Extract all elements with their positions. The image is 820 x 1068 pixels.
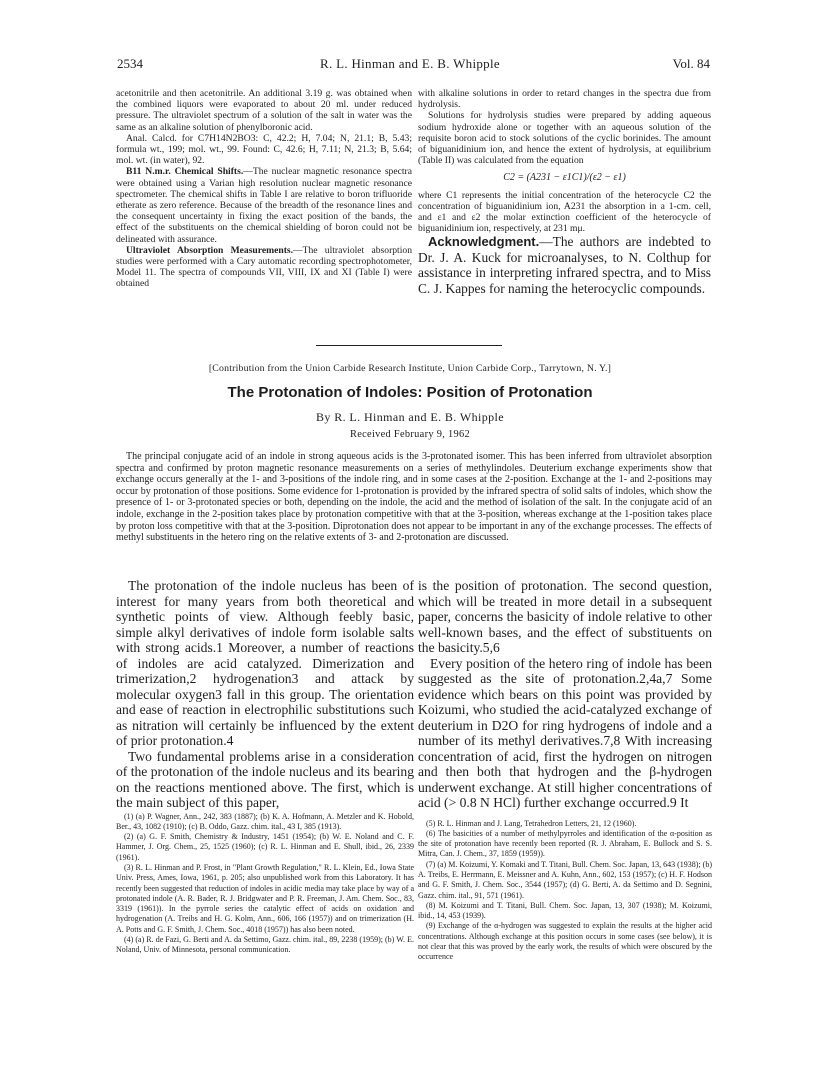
footnote: (6) The basicities of a number of methylpyrroles and identification of the α-position as the site of protonation have recently been reported (R. J. Abraham, E. Bullock and S. S. Mitra, Can. J. Chem., 37, 1859 (1959)). [418,828,712,859]
volume-number: Vol. 84 [672,56,710,71]
paragraph: Ultraviolet Absorption Measurements.—The ultraviolet absorption studies were performed with a Cary automatic recording spectrophotometer, Model 11. The spectra of compounds VII, VIII, IX and XI (Table I) were obtained [116,244,412,290]
running-header [0,56,820,72]
footnote: (3) R. L. Hinman and P. Frost, in "Plant Growth Regulation," R. L. Klein, Ed., Iowa State Univ. Press, Ames, Iowa, 1961, p. 205; also unpublished work from this Laboratory. It has recently been suggested that reduction of indoles in acidic media may take place by way of a protonated indole (A. R. Bader, R. J. Bridgwater and P. R. Freeman, J. Am. Chem. Soc., 83, 3319 (1961)). In the pyrrole series the catalytic effect of acids on oxidation and hydrogenation (A. Treibs and H. G. Kolm, Ann., 606, 166 (1957)) and on trimerization (H. A. Potts and G. F. Smith, J. Chem. Soc., 4018 (1957)) has also been noted. [116,862,414,934]
footnotes-left [116,812,414,956]
abstract: The principal conjugate acid of an indole in strong aqueous acids is the 3-protonated isomer. This has been inferred from ultraviolet absorption spectra and confirmed by proton magnetic resonance measurements on a series of methylindoles. Deuterium exchange experiments show that exchange occurs generally at the 1- and 3-positions of the indole ring, and in some cases at the 2-position. Exchange at the 1- and 2-positions may occur by protonation of those positions. Some evidence for 1-protonation is provided by the infrared spectra of solid salts of indoles, which show the presence of 1- or 3-protonated species or both, depending on the indole, the acid and the method of isolation of the salt. In the conjugate acid of an indole, exchange in the 2-position takes place by protonation competitive with that at the 3-position, whereas exchange at the 1-position takes place by proton loss competitive with that at the 3-position. Diprotonation does not appear to be important in any of the exchange processes. The effects of methyl substituents in the hetero ring on the relative extents of 3- and 2-protonation are discussed. [116,451,712,544]
article-title: The Protonation of Indoles: Position of Protonation [227,384,593,401]
previous-article-experimental-right [418,88,711,296]
previous-article-experimental-left [116,88,412,290]
byline: By R. L. Hinman and E. B. Whipple [316,410,504,424]
paragraph: where C1 represents the initial concentration of the heterocycle C2 the concentration of biguanidinium ion, A231 the absorption in a 1-cm. cell, and ε1 and ε2 the molar extinction coefficient of the heterocycle of biguanidinium ion, respectively, at 231 mμ. [418,189,711,235]
page-number: 2534 [117,56,143,71]
paragraph: B11 N.m.r. Chemical Shifts.—The nuclear magnetic resonance spectra were obtained using a Varian high resolution nuclear magnetic resonance spectrometer. The chemical shifts in Table I are relative to boron trifluoride etherate as zero reference. Because of the breadth of the resonance lines and the consequent uncertainty in fixing the exact position of the bands, the effect of the substituents on the chemical shielding of boron could not be delineated with assurance. [116,166,412,245]
paragraph: with alkaline solutions in order to retard changes in the spectra due from hydrolysis. [418,88,711,111]
paragraph: Anal. Calcd. for C7H14N2BO3: C, 42.2; H, 7.04; N, 21.1; B, 5.43; formula wt., 199; mol. wt., 99. Found: C, 42.6; H, 7.11; N, 21.3; B, 5.64; mol. wt. (in water), 92. [116,132,412,167]
main-column-right [418,578,712,963]
paragraph: Solutions for hydrolysis studies were prepared by adding aqueous sodium hydroxide alone or together with an aqueous solution of the requisite boron acid to stock solutions of the cyclic borinides. The amount of biguanidinium ion, and hence the extent of hydrolysis, at equilibrium (Table II) was calculated from the equation [418,110,711,167]
paragraph: acetonitrile and then acetonitrile. An additional 3.19 g. was obtained when the combined liquors were evaporated to about 20 ml. under reduced pressure. The ultraviolet spectrum of a solution of the salt in water was the same as an alkaline solution of phenylboronic acid. [116,88,412,133]
footnote: (2) (a) G. F. Smith, Chemistry & Industry, 1451 (1954); (b) W. E. Noland and C. F. Hammer, J. Org. Chem., 25, 1525 (1960); (c) R. L. Hinman and E. Shull, ibid., 26, 2339 (1961). [116,832,414,862]
received-date: Received February 9, 1962 [349,429,471,440]
acknowledgment-heading: Acknowledgment. [428,234,540,250]
footnote: (8) M. Koizumi and T. Titani, Bull. Chem. Soc. Japan, 13, 307 (1938); M. Koizumi, ibid., 14, 453 (1939). [418,900,712,921]
section-heading: B11 N.m.r. Chemical Shifts. [126,166,244,178]
footnote: (7) (a) M. Koizumi, Y. Komaki and T. Titani, Bull. Chem. Soc. Japan, 13, 643 (1938); (b) A. Treibs, E. Herrmann, E. Meissner and A. Kuhn, Ann., 602, 153 (1957); (c) H. F. Hodson and G. F. Smith, J. Chem. Soc., 3544 (1957); (d) G. Berti, A. da Settimo and D. Segnini, Gazz. chim. ital., 91, 571 (1961). [418,859,712,900]
equation: C2 = (A231 − ε1C1)/(ε2 − ε1) [503,172,626,184]
contribution-line: [Contribution from the Union Carbide Research Institute, Union Carbide Corp., Tarrytown, N. Y.] [208,363,612,374]
running-head-authors: R. L. Hinman and E. B. Whipple [320,56,500,71]
paragraph: The protonation of the indole nucleus has been of interest for many years from both theoretical and synthetic points of view. Although feebly basic, simple alkyl derivatives of indole form isolable salts with strong acids.1 Moreover, a number of reactions of indoles are acid catalyzed. Dimerization and trimerization,2 hydrogenation3 and attack by molecular oxygen3 fall in this group. The orientation and ease of reaction in electrophilic substitutions such as nitration will certainly be influenced by the extent of prior protonation.4 [116,578,414,748]
paragraph: Two fundamental problems arise in a consideration of the protonation of the indole nucleus and its bearing on the reactions mentioned above. The first, which is the main subject of this paper, [116,748,414,810]
footnote: (4) (a) R. de Fazi, G. Berti and A. da Settimo, Gazz. chim. ital., 89, 2238 (1959); (b) W. E. Noland, Univ. of Minnesota, personal communication. [116,935,414,955]
acknowledgment: Acknowledgment.—The authors are indebted to Dr. J. A. Kuck for microanalyses, to N. Colthup for assistance in interpreting infrared spectra, and to Miss C. J. Kappes for naming the heterocyclic compounds. [418,234,711,296]
paragraph: Every position of the hetero ring of indole has been suggested as the site of protonation.2,4a,7 Some evidence which bears on this point was provided by Koizumi, who studied the acid-catalyzed exchange of deuterium in D2O for ring hydrogens of indole and a number of its methyl derivatives.7,8 With increasing concentration of acid, first the hydrogen on nitrogen and then both that hydrogen and the β-hydrogen underwent exchange. At still higher concentrations of acid (> 0.8 N HCl) further exchange occurred.9 It [418,655,712,810]
main-column-left [116,578,414,956]
footnote: (1) (a) P. Wagner, Ann., 242, 383 (1887); (b) K. A. Hofmann, A. Metzler and K. Hobold, Ber., 43, 1082 (1910); (c) B. Oddo, Gazz. chim. ital., 43 I, 385 (1913). [116,811,414,831]
paragraph: is the position of protonation. The second question, which will be treated in more detail in a subsequent paper, concerns the basicity of indole relative to other well-known bases, and the effect of substituents on the basicity.5,6 [418,578,712,655]
footnote: (9) Exchange of the α-hydrogen was suggested to explain the results at the higher acid concentrations. Although exchange at this position occurs in some cases (see below), it is not clear that this was proved by the early work, the results of which were obscured by the occurrence [418,921,712,962]
section-heading: Ultraviolet Absorption Measurements. [126,244,294,256]
footnote: (5) R. L. Hinman and J. Lang, Tetrahedron Letters, 21, 12 (1960). [426,818,637,828]
article-divider [316,345,502,346]
footnotes-right [418,819,712,963]
